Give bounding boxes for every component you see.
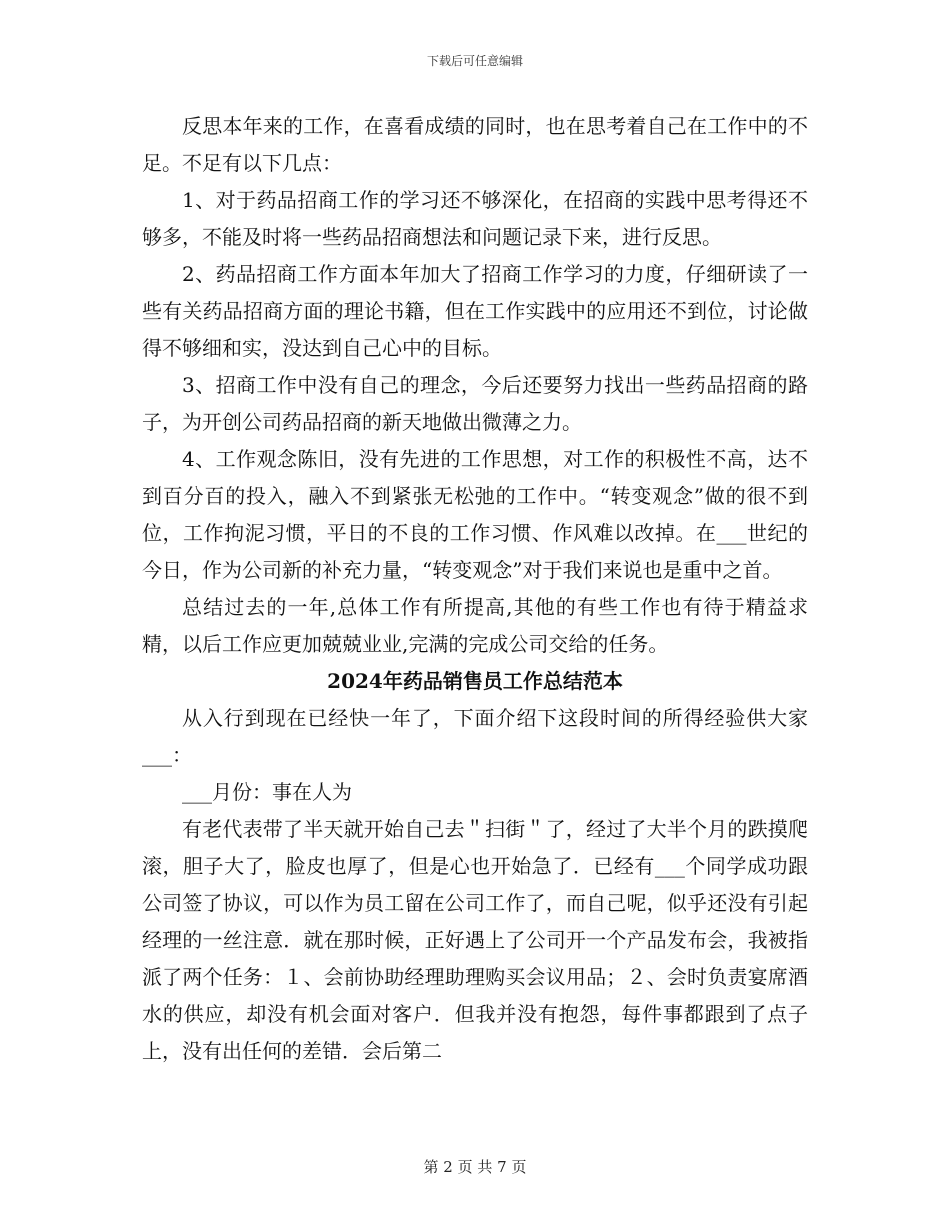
paragraph-reflection-intro: 反思本年来的工作，在喜看成绩的同时，也在思考着自己在工作中的不足。不足有以下几点： xyxy=(142,114,808,175)
page-number-footer: 第 2 页 共 7 页 xyxy=(423,1158,527,1176)
paragraph-point-4: 4、工作观念陈旧，没有先进的工作思想，对工作的积极性不高，达不到百分百的投入，融入不到紧张无松弛的工作中。“转变观念”做的很不到位，工作拘泥习惯，平日的不良的工作习惯、作风难以改掉。在___世纪的今日，作为公司新的补充力量，“转变观念”对于我们来说也是重中之首。 xyxy=(142,447,808,582)
paragraph-intro: 从入行到现在已经快一年了，下面介绍下这段时间的所得经验供大家___： xyxy=(142,706,808,767)
paragraph-summary: 总结过去的一年,总体工作有所提高,其他的有些工作也有待于精益求精，以后工作应更加兢兢业业,完满的完成公司交给的任务。 xyxy=(142,595,808,656)
document-body xyxy=(142,108,808,1070)
paragraph-experience: 有老代表带了半天就开始自己去＂扫街＂了，经过了大半个月的跌摸爬滚，胆子大了，脸皮也厚了，但是心也开始急了．已经有___个同学成功跟公司签了协议，可以作为员工留在公司工作了，而自己呢，似乎还没有引起经理的一丝注意．就在那时候，正好遇上了公司开一个产品发布会，我被指派了两个任务：１、会前协助经理助理购买会议用品；２、会时负责宴席酒水的供应，却没有机会面对客户．但我并没有抱怨，每件事都跟到了点子上，没有出任何的差错．会后第二 xyxy=(142,817,808,1063)
paragraph-point-3: 3、招商工作中没有自己的理念，今后还要努力找出一些药品招商的路子，为开创公司药品招商的新天地做出微薄之力。 xyxy=(142,373,808,434)
paragraph-point-2: 2、药品招商工作方面本年加大了招商工作学习的力度，仔细研读了一些有关药品招商方面的理论书籍，但在工作实践中的应用还不到位，讨论做得不够细和实，没达到自己心中的目标。 xyxy=(142,262,808,360)
section-heading: 2024年药品销售员工作总结范本 xyxy=(327,669,623,693)
paragraph-month-title: ___月份：事在人为 xyxy=(182,780,352,804)
paragraph-point-1: 1、对于药品招商工作的学习还不够深化，在招商的实践中思考得还不够多，不能及时将一些药品招商想法和问题记录下来，进行反思。 xyxy=(142,188,808,249)
page-header-note: 下载后可任意编辑 xyxy=(426,54,523,68)
